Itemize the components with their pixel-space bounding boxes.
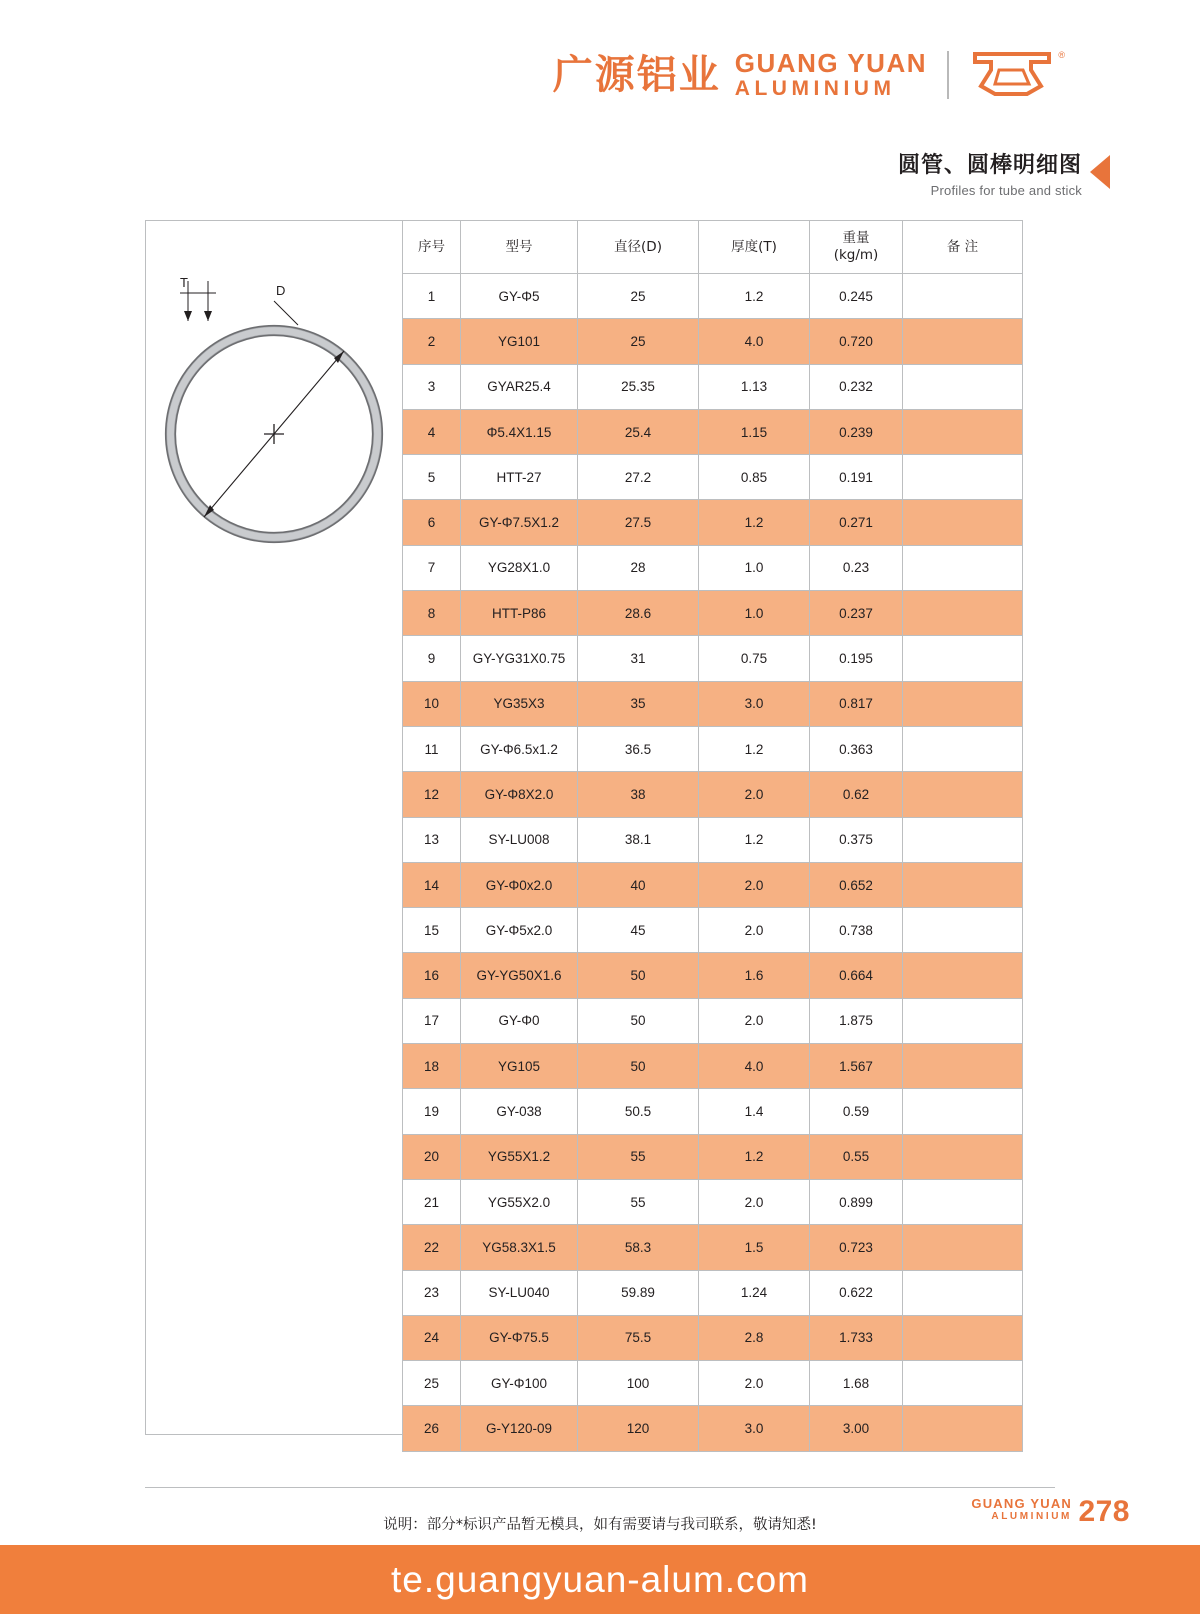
cell-no: 15 <box>403 908 461 953</box>
table-row <box>403 455 1023 500</box>
cell-diameter: 35 <box>578 681 699 726</box>
cell-remark <box>903 636 1023 681</box>
cell-weight: 0.622 <box>810 1270 903 1315</box>
table-row <box>403 364 1023 409</box>
cell-weight: 0.237 <box>810 591 903 636</box>
cell-thickness: 1.5 <box>699 1225 810 1270</box>
cell-no: 1 <box>403 274 461 319</box>
cell-weight: 0.738 <box>810 908 903 953</box>
cell-weight: 0.271 <box>810 500 903 545</box>
cell-no: 11 <box>403 726 461 771</box>
page-title <box>898 152 1082 198</box>
cell-model: GY-Φ5 <box>461 274 578 319</box>
table-row <box>403 1361 1023 1406</box>
table-row <box>403 1179 1023 1224</box>
table-row <box>403 908 1023 953</box>
cell-no: 24 <box>403 1315 461 1360</box>
table-row <box>403 1089 1023 1134</box>
table-row <box>403 726 1023 771</box>
cell-weight: 0.191 <box>810 455 903 500</box>
cell-diameter: 50 <box>578 953 699 998</box>
table-row <box>403 998 1023 1043</box>
cell-weight: 3.00 <box>810 1406 903 1451</box>
cell-model: GY-Φ0 <box>461 998 578 1043</box>
table-row <box>403 274 1023 319</box>
cell-thickness: 4.0 <box>699 319 810 364</box>
cell-diameter: 59.89 <box>578 1270 699 1315</box>
column-header-weight-line2: (kg/m) <box>833 247 879 263</box>
cell-no: 10 <box>403 681 461 726</box>
cell-no: 7 <box>403 545 461 590</box>
cell-model: GY-YG50X1.6 <box>461 953 578 998</box>
cell-model: GY-038 <box>461 1089 578 1134</box>
cell-remark <box>903 1315 1023 1360</box>
registered-trademark-icon: ® <box>1058 50 1065 60</box>
cell-remark <box>903 1044 1023 1089</box>
footer-note: 说明：部分*标识产品暂无模具，如有需要请与我司联系，敬请知悉! <box>383 1517 817 1533</box>
cell-diameter: 27.2 <box>578 455 699 500</box>
cell-diameter: 31 <box>578 636 699 681</box>
cell-remark <box>903 409 1023 454</box>
cell-diameter: 75.5 <box>578 1315 699 1360</box>
cell-remark <box>903 1361 1023 1406</box>
cell-model: YG58.3X1.5 <box>461 1225 578 1270</box>
table-header-row <box>403 221 1023 274</box>
cell-diameter: 28 <box>578 545 699 590</box>
cell-no: 18 <box>403 1044 461 1089</box>
cell-remark <box>903 998 1023 1043</box>
cell-remark <box>903 1089 1023 1134</box>
cell-weight: 0.195 <box>810 636 903 681</box>
cell-no: 26 <box>403 1406 461 1451</box>
page-header <box>0 48 1200 118</box>
cell-thickness: 3.0 <box>699 681 810 726</box>
company-logo-icon <box>969 48 1065 102</box>
title-arrow-icon <box>1090 155 1110 189</box>
cell-no: 12 <box>403 772 461 817</box>
cell-no: 17 <box>403 998 461 1043</box>
cell-weight: 0.232 <box>810 364 903 409</box>
cell-thickness: 3.0 <box>699 1406 810 1451</box>
cell-remark <box>903 500 1023 545</box>
cell-thickness: 4.0 <box>699 1044 810 1089</box>
column-header-model: 型号 <box>461 221 578 274</box>
cell-weight: 0.59 <box>810 1089 903 1134</box>
cell-thickness: 2.0 <box>699 1361 810 1406</box>
cell-diameter: 25.35 <box>578 364 699 409</box>
cell-thickness: 1.0 <box>699 545 810 590</box>
cell-remark <box>903 772 1023 817</box>
cell-no: 3 <box>403 364 461 409</box>
cell-no: 16 <box>403 953 461 998</box>
cell-thickness: 1.2 <box>699 726 810 771</box>
cell-remark <box>903 591 1023 636</box>
column-header-thickness: 厚度(T) <box>699 221 810 274</box>
brand-divider <box>947 51 949 99</box>
cell-remark <box>903 274 1023 319</box>
cell-weight: 0.363 <box>810 726 903 771</box>
cell-diameter: 38.1 <box>578 817 699 862</box>
column-header-weight-line1: 重量 <box>842 230 870 247</box>
column-header-diameter: 直径(D) <box>578 221 699 274</box>
cell-no: 4 <box>403 409 461 454</box>
cell-diameter: 40 <box>578 862 699 907</box>
cell-thickness: 1.6 <box>699 953 810 998</box>
cell-thickness: 1.4 <box>699 1089 810 1134</box>
page-number: 278 <box>1078 1495 1130 1528</box>
cell-thickness: 1.2 <box>699 817 810 862</box>
cell-no: 20 <box>403 1134 461 1179</box>
footer-brand-line2: ALUMINIUM <box>991 1511 1072 1522</box>
cell-thickness: 2.0 <box>699 998 810 1043</box>
cell-remark <box>903 1270 1023 1315</box>
cell-diameter: 25.4 <box>578 409 699 454</box>
cell-model: GY-Φ75.5 <box>461 1315 578 1360</box>
table-row <box>403 1270 1023 1315</box>
cell-thickness: 1.15 <box>699 409 810 454</box>
table-row <box>403 953 1023 998</box>
cell-thickness: 1.2 <box>699 1134 810 1179</box>
cell-thickness: 2.8 <box>699 1315 810 1360</box>
cell-diameter: 55 <box>578 1179 699 1224</box>
table-row <box>403 409 1023 454</box>
cell-model: SY-LU008 <box>461 817 578 862</box>
cell-diameter: 120 <box>578 1406 699 1451</box>
cell-model: YG55X1.2 <box>461 1134 578 1179</box>
cell-diameter: 36.5 <box>578 726 699 771</box>
cell-weight: 0.720 <box>810 319 903 364</box>
brand-name-en-line1: GUANG YUAN <box>734 48 927 79</box>
cell-model: GY-Φ8X2.0 <box>461 772 578 817</box>
cell-model: GY-Φ100 <box>461 1361 578 1406</box>
cell-weight: 1.733 <box>810 1315 903 1360</box>
brand-name-cn: 广源铝业 <box>552 52 721 98</box>
cell-remark <box>903 455 1023 500</box>
cell-remark <box>903 817 1023 862</box>
cell-diameter: 58.3 <box>578 1225 699 1270</box>
cell-weight: 0.23 <box>810 545 903 590</box>
cell-model: GY-YG31X0.75 <box>461 636 578 681</box>
brand-name-en <box>735 50 927 99</box>
cell-remark <box>903 681 1023 726</box>
footer-brand-line1: GUANG YUAN <box>971 1496 1072 1511</box>
cell-thickness: 1.24 <box>699 1270 810 1315</box>
cell-no: 2 <box>403 319 461 364</box>
footer-divider <box>145 1487 1055 1488</box>
page-title-en: Profiles for tube and stick <box>930 182 1082 198</box>
cell-remark <box>903 1179 1023 1224</box>
cell-diameter: 50 <box>578 1044 699 1089</box>
cell-weight: 0.55 <box>810 1134 903 1179</box>
cell-thickness: 1.2 <box>699 500 810 545</box>
cell-no: 21 <box>403 1179 461 1224</box>
cell-remark <box>903 1406 1023 1451</box>
cell-weight: 0.62 <box>810 772 903 817</box>
cell-diameter: 45 <box>578 908 699 953</box>
cell-diameter: 27.5 <box>578 500 699 545</box>
footer-brand <box>971 1497 1072 1522</box>
cell-no: 9 <box>403 636 461 681</box>
cell-diameter: 55 <box>578 1134 699 1179</box>
table-row <box>403 772 1023 817</box>
tube-cross-section-diagram <box>145 220 402 1435</box>
cell-thickness: 1.2 <box>699 274 810 319</box>
table-row <box>403 636 1023 681</box>
cell-remark <box>903 1225 1023 1270</box>
svg-text:D: D <box>276 283 286 298</box>
table-body <box>403 274 1023 1452</box>
cell-diameter: 38 <box>578 772 699 817</box>
cell-thickness: 0.75 <box>699 636 810 681</box>
column-header-remark: 备 注 <box>903 221 1023 274</box>
cell-model: GY-Φ6.5x1.2 <box>461 726 578 771</box>
cell-remark <box>903 319 1023 364</box>
brand-lockup <box>552 48 1065 102</box>
cell-thickness: 2.0 <box>699 908 810 953</box>
cell-no: 25 <box>403 1361 461 1406</box>
cell-model: Φ5.4X1.15 <box>461 409 578 454</box>
cell-weight: 0.239 <box>810 409 903 454</box>
cell-model: SY-LU040 <box>461 1270 578 1315</box>
cell-no: 19 <box>403 1089 461 1134</box>
cell-model: GY-Φ5x2.0 <box>461 908 578 953</box>
table-row <box>403 681 1023 726</box>
cell-no: 23 <box>403 1270 461 1315</box>
cell-model: GY-Φ0x2.0 <box>461 862 578 907</box>
website-url-bar: te.guangyuan-alum.com <box>0 1545 1200 1614</box>
cell-model: YG105 <box>461 1044 578 1089</box>
cell-weight: 0.899 <box>810 1179 903 1224</box>
cell-no: 22 <box>403 1225 461 1270</box>
cell-no: 6 <box>403 500 461 545</box>
cell-thickness: 2.0 <box>699 1179 810 1224</box>
cell-weight: 0.817 <box>810 681 903 726</box>
cell-no: 5 <box>403 455 461 500</box>
column-header-no: 序号 <box>403 221 461 274</box>
cell-weight: 1.567 <box>810 1044 903 1089</box>
cell-thickness: 2.0 <box>699 862 810 907</box>
table-row <box>403 591 1023 636</box>
cell-thickness: 0.85 <box>699 455 810 500</box>
cell-thickness: 2.0 <box>699 772 810 817</box>
table-row <box>403 1134 1023 1179</box>
cell-no: 14 <box>403 862 461 907</box>
svg-text:T: T <box>180 275 188 290</box>
cell-remark <box>903 364 1023 409</box>
cell-thickness: 1.13 <box>699 364 810 409</box>
cell-model: YG35X3 <box>461 681 578 726</box>
cell-remark <box>903 1134 1023 1179</box>
cell-weight: 0.652 <box>810 862 903 907</box>
cell-diameter: 50.5 <box>578 1089 699 1134</box>
cell-weight: 0.245 <box>810 274 903 319</box>
cell-weight: 0.723 <box>810 1225 903 1270</box>
cell-remark <box>903 862 1023 907</box>
cell-remark <box>903 545 1023 590</box>
cell-weight: 1.875 <box>810 998 903 1043</box>
table-row <box>403 319 1023 364</box>
content-area <box>145 220 1023 1435</box>
table-row <box>403 500 1023 545</box>
cell-diameter: 25 <box>578 274 699 319</box>
cell-diameter: 100 <box>578 1361 699 1406</box>
table-row <box>403 1406 1023 1451</box>
cell-weight: 1.68 <box>810 1361 903 1406</box>
page-title-cn: 圆管、圆棒明细图 <box>897 153 1082 178</box>
cell-remark <box>903 953 1023 998</box>
cell-model: HTT-P86 <box>461 591 578 636</box>
specification-table-pane <box>402 220 1023 1435</box>
cell-model: GYAR25.4 <box>461 364 578 409</box>
cell-weight: 0.375 <box>810 817 903 862</box>
cell-no: 8 <box>403 591 461 636</box>
table-row <box>403 817 1023 862</box>
cell-weight: 0.664 <box>810 953 903 998</box>
table-row <box>403 862 1023 907</box>
table-row <box>403 1225 1023 1270</box>
table-row <box>403 1044 1023 1089</box>
cell-remark <box>903 726 1023 771</box>
cell-model: YG55X2.0 <box>461 1179 578 1224</box>
brand-name-en-line2: ALUMINIUM <box>734 76 896 100</box>
cell-diameter: 25 <box>578 319 699 364</box>
cell-model: YG101 <box>461 319 578 364</box>
cell-diameter: 50 <box>578 998 699 1043</box>
cell-model: G-Y120-09 <box>461 1406 578 1451</box>
cell-no: 13 <box>403 817 461 862</box>
table-row <box>403 1315 1023 1360</box>
specification-table <box>402 220 1023 1452</box>
cell-remark <box>903 908 1023 953</box>
table-row <box>403 545 1023 590</box>
cell-model: YG28X1.0 <box>461 545 578 590</box>
cell-model: GY-Φ7.5X1.2 <box>461 500 578 545</box>
column-header-weight <box>810 221 903 274</box>
cell-diameter: 28.6 <box>578 591 699 636</box>
cell-model: HTT-27 <box>461 455 578 500</box>
cell-thickness: 1.0 <box>699 591 810 636</box>
